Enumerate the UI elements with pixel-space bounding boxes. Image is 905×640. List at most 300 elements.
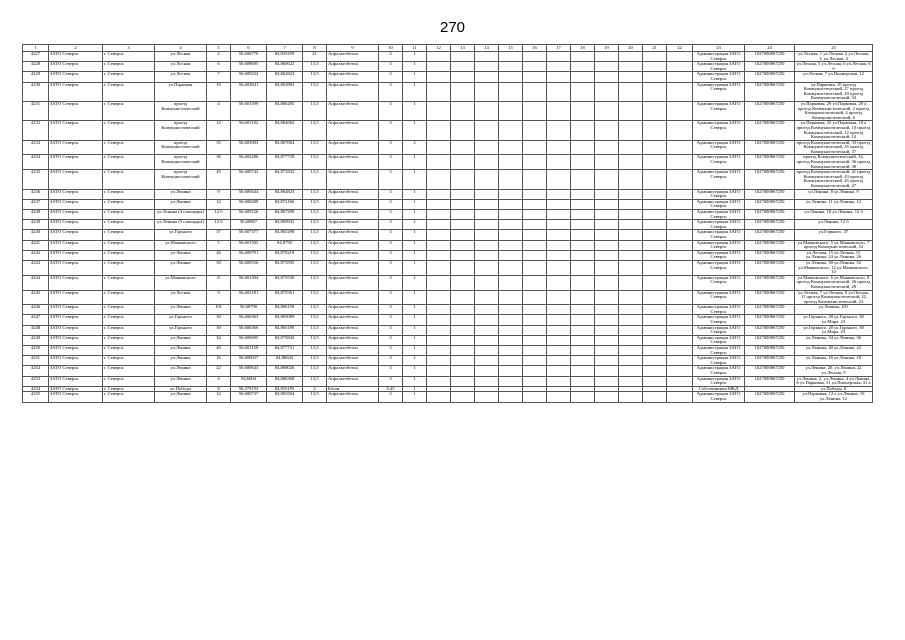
empty-cell [619, 335, 643, 345]
empty-cell [427, 315, 451, 325]
cell-addr: ул.Лесная, 15 ул.Лесная, 15 ул.Ленина, 24 ул.Ленина, 26 [795, 250, 873, 260]
empty-cell [523, 82, 547, 101]
empty-cell [451, 62, 475, 72]
empty-cell [451, 52, 475, 62]
cell-n1: 3 [379, 356, 403, 366]
cell-ogrn: 1027000867250 [745, 250, 795, 260]
cell-city: г. Северск [103, 121, 155, 140]
empty-cell [475, 305, 499, 315]
empty-cell [499, 366, 523, 376]
cell-mun: ЗАТО Северск [49, 346, 103, 356]
empty-cell [547, 52, 571, 62]
empty-cell [619, 189, 643, 199]
cell-addr: ул.Ленина, 16 ул.Ленина, 18 [795, 356, 873, 366]
cell-lat: 56,602841 [231, 82, 267, 101]
cell-mun: ЗАТО Северск [49, 155, 103, 170]
cell-id: 4242 [23, 250, 49, 260]
cell-mun: ЗАТО Северск [49, 62, 103, 72]
cell-city: г. Северск [103, 335, 155, 345]
empty-cell [619, 305, 643, 315]
table-row [23, 170, 873, 189]
cell-mun: ЗАТО Северск [49, 386, 103, 392]
cell-lat: 56,600643 [231, 366, 267, 376]
cell-ogrn: 1027000867250 [745, 290, 795, 305]
empty-cell [427, 346, 451, 356]
cell-cover: Асфальтобетон [327, 366, 379, 376]
empty-cell [451, 220, 475, 230]
cell-n1: 3 [379, 376, 403, 386]
cell-street: ул.Победы [155, 386, 207, 392]
cell-street: ул.Ленина [155, 199, 207, 209]
cell-cover: Асфальтобетон [327, 155, 379, 170]
empty-cell [667, 275, 693, 290]
empty-cell [475, 199, 499, 209]
table-row [23, 376, 873, 386]
cell-cover: Бетон [327, 386, 379, 392]
cell-n2: 2 [403, 140, 427, 155]
cell-addr: ул.Маяковского, 6 ул.Маяковского, 8 проезд Коммунистический, 26 проезд Коммунистический, 28 [795, 275, 873, 290]
cell-lat: 56,609126 [231, 210, 267, 220]
cell-owner: Администрация ЗАТО Северск [693, 82, 745, 101]
empty-cell [643, 392, 667, 402]
cell-lon: 84,877731 [267, 346, 303, 356]
empty-cell [523, 260, 547, 275]
empty-cell [595, 155, 619, 170]
cell-ogrn: 1027000867250 [745, 210, 795, 220]
empty-cell [499, 82, 523, 101]
empty-cell [667, 260, 693, 275]
empty-cell [667, 366, 693, 376]
cell-lon: 84,868026 [267, 366, 303, 376]
empty-cell [595, 101, 619, 120]
column-header: 6 [231, 45, 267, 52]
table-row [23, 72, 873, 82]
cell-lat: 56,601102 [231, 121, 267, 140]
empty-cell [571, 392, 595, 402]
cell-owner: Администрация ЗАТО Северск [693, 376, 745, 386]
empty-cell [643, 170, 667, 189]
cell-n2: 1 [403, 52, 427, 62]
empty-cell [427, 121, 451, 140]
empty-cell [475, 230, 499, 240]
cell-lon: 84,835195 [267, 386, 303, 392]
cell-mun: ЗАТО Северск [49, 240, 103, 250]
cell-street: ул.Горького [155, 325, 207, 335]
empty-cell [427, 82, 451, 101]
empty-cell [499, 290, 523, 305]
column-header: 21 [643, 45, 667, 52]
empty-cell [523, 392, 547, 402]
cell-mun: ЗАТО Северск [49, 220, 103, 230]
empty-cell [643, 315, 667, 325]
cell-n1: 3 [379, 121, 403, 140]
cell-mun: ЗАТО Северск [49, 335, 103, 345]
cell-mun: ЗАТО Северск [49, 189, 103, 199]
cell-street: ул.Парковая [155, 82, 207, 101]
cell-mun: ЗАТО Северск [49, 290, 103, 305]
cell-id: 4249 [23, 335, 49, 345]
cell-city: г. Северск [103, 155, 155, 170]
empty-cell [619, 170, 643, 189]
cell-lon: 84,875843 [267, 335, 303, 345]
cell-owner: Администрация ЗАТО Северск [693, 366, 745, 376]
empty-cell [547, 275, 571, 290]
empty-cell [475, 62, 499, 72]
empty-cell [547, 210, 571, 220]
cell-cover: Асфальтобетон [327, 170, 379, 189]
empty-cell [571, 155, 595, 170]
column-header: 20 [619, 45, 643, 52]
empty-cell [451, 315, 475, 325]
cell-lon: 84,864823 [267, 189, 303, 199]
empty-cell [619, 62, 643, 72]
cell-area: 13,5 [303, 220, 327, 230]
empty-cell [523, 199, 547, 209]
cell-id: 4253 [23, 376, 49, 386]
empty-cell [499, 230, 523, 240]
cell-ogrn: 1027000867250 [745, 62, 795, 72]
cell-area: 13,5 [303, 72, 327, 82]
cell-ogrn: 1027000867250 [745, 82, 795, 101]
empty-cell [451, 155, 475, 170]
cell-city: г. Северск [103, 290, 155, 305]
cell-lat: 56,6004 [231, 376, 267, 386]
empty-cell [523, 335, 547, 345]
cell-cover: Асфальтобетон [327, 376, 379, 386]
cell-cover: Асфальтобетон [327, 82, 379, 101]
cell-addr: ул.Ленина, 8 ул.Ленина, 9 [795, 189, 873, 199]
cell-cover: Асфальтобетон [327, 199, 379, 209]
cell-cover: Асфальтобетон [327, 260, 379, 275]
empty-cell [667, 140, 693, 155]
cell-id: 4243 [23, 260, 49, 275]
empty-cell [475, 346, 499, 356]
cell-lat: 56,608695 [231, 62, 267, 72]
cell-mun: ЗАТО Северск [49, 315, 103, 325]
column-header: 8 [303, 45, 327, 52]
cell-n1: 3 [379, 275, 403, 290]
empty-cell [595, 346, 619, 356]
cell-house: 10 [207, 82, 231, 101]
table-row [23, 155, 873, 170]
empty-cell [571, 82, 595, 101]
cell-addr: проезд Коммунистический, 33 проезд Коммунистический, 35 проезд Коммунистический, 37 [795, 140, 873, 155]
empty-cell [643, 335, 667, 345]
column-header: 2 [49, 45, 103, 52]
cell-area: 13,5 [303, 335, 327, 345]
cell-ogrn: 1027000867250 [745, 101, 795, 120]
cell-id: 4229 [23, 72, 49, 82]
table-row [23, 62, 873, 72]
cell-owner: Администрация ЗАТО Северск [693, 335, 745, 345]
cell-n1: 3 [379, 230, 403, 240]
cell-house: 4 [207, 101, 231, 120]
cell-house: 34 [207, 335, 231, 345]
table-row [23, 210, 873, 220]
cell-street: проезд Коммунистический [155, 170, 207, 189]
cell-n2: 1 [403, 386, 427, 392]
empty-cell [643, 189, 667, 199]
cell-ogrn: 1027000867250 [745, 392, 795, 402]
empty-cell [475, 325, 499, 335]
cell-area: 13,5 [303, 189, 327, 199]
cell-addr: ул.Маяковского, 5 ул.Маяковского, 7 проезд Коммунистический, 52 [795, 240, 873, 250]
column-header: 3 [103, 45, 155, 52]
column-header: 4 [155, 45, 207, 52]
cell-ogrn: 1027000867250 [745, 121, 795, 140]
empty-cell [571, 346, 595, 356]
empty-cell [523, 275, 547, 290]
cell-lon: 84,86643 [267, 356, 303, 366]
cell-owner: Администрация ЗАТО Северск [693, 230, 745, 240]
cell-lon: 84,866368 [267, 376, 303, 386]
empty-cell [571, 240, 595, 250]
cell-id: 4248 [23, 325, 49, 335]
cell-area: 13,5 [303, 392, 327, 402]
cell-cover: Асфальтобетон [327, 240, 379, 250]
column-header: 16 [523, 45, 547, 52]
cell-lat: 56,602181 [231, 290, 267, 305]
empty-cell [571, 220, 595, 230]
empty-cell [427, 140, 451, 155]
empty-cell [571, 199, 595, 209]
cell-lon: 84,835459 [267, 52, 303, 62]
empty-cell [475, 392, 499, 402]
cell-street: ул.Ленина [155, 366, 207, 376]
cell-addr: ул.Победы, 8 [795, 386, 873, 392]
cell-mun: ЗАТО Северск [49, 140, 103, 155]
empty-cell [427, 240, 451, 250]
cell-city: г. Северск [103, 210, 155, 220]
empty-cell [451, 325, 475, 335]
empty-cell [499, 250, 523, 260]
empty-cell [643, 240, 667, 250]
empty-cell [523, 346, 547, 356]
cell-house: 8 [207, 386, 231, 392]
cell-ogrn: 1027000867250 [745, 52, 795, 62]
empty-cell [499, 210, 523, 220]
cell-addr: ул.Парковая, 10 проезд Коммунистический, 27 проезд Коммунистический, 29 проезд Коммунистический, 34 [795, 82, 873, 101]
cell-lat: 56,606770 [231, 52, 267, 62]
empty-cell [547, 155, 571, 170]
empty-cell [451, 305, 475, 315]
empty-cell [475, 250, 499, 260]
cell-owner: Администрация ЗАТО Северск [693, 240, 745, 250]
cell-city: г. Северск [103, 325, 155, 335]
empty-cell [571, 52, 595, 62]
cell-city: г. Северск [103, 315, 155, 325]
cell-street: ул.Ленина (5 площадка) [155, 220, 207, 230]
empty-cell [619, 72, 643, 82]
empty-cell [547, 82, 571, 101]
cell-ogrn: 1027000867250 [745, 366, 795, 376]
empty-cell [667, 199, 693, 209]
cell-lat: 56,600737 [231, 392, 267, 402]
cell-area: 21 [303, 52, 327, 62]
cell-owner: Администрация ЗАТО Северск [693, 250, 745, 260]
cell-n2: 1 [403, 62, 427, 72]
empty-cell [595, 290, 619, 305]
empty-cell [451, 101, 475, 120]
empty-cell [475, 140, 499, 155]
cell-lat: 56,600037 [231, 356, 267, 366]
cell-ogrn: 1027000867250 [745, 189, 795, 199]
cell-ogrn: 1027000867250 [745, 170, 795, 189]
cell-lat: 56,606363 [231, 315, 267, 325]
column-header: 23 [693, 45, 745, 52]
table-row [23, 140, 873, 155]
table-row [23, 392, 873, 402]
cell-cover: Асфальтобетон [327, 275, 379, 290]
cell-city: г. Северск [103, 275, 155, 290]
cell-area: 13,5 [303, 101, 327, 120]
cell-addr: ул.Ленина, 101 [795, 305, 873, 315]
empty-cell [523, 52, 547, 62]
empty-cell [547, 101, 571, 120]
cell-area: 13,5 [303, 356, 327, 366]
cell-ogrn: 1027000867250 [745, 346, 795, 356]
column-header: 15 [499, 45, 523, 52]
cell-mun: ЗАТО Северск [49, 82, 103, 101]
cell-house: 12 б [207, 220, 231, 230]
cell-id: 4247 [23, 315, 49, 325]
cell-id: 4250 [23, 346, 49, 356]
empty-cell [499, 376, 523, 386]
cell-house: 30 [207, 325, 231, 335]
cell-city: г. Северск [103, 220, 155, 230]
empty-cell [451, 140, 475, 155]
cell-ogrn: 1027000867250 [745, 275, 795, 290]
empty-cell [499, 240, 523, 250]
empty-cell [547, 250, 571, 260]
empty-cell [667, 305, 693, 315]
empty-cell [427, 335, 451, 345]
cell-house: 7 [207, 72, 231, 82]
column-header: 17 [547, 45, 571, 52]
empty-cell [619, 82, 643, 101]
empty-cell [499, 101, 523, 120]
column-header: 19 [595, 45, 619, 52]
column-header: 5 [207, 45, 231, 52]
empty-cell [475, 290, 499, 305]
empty-cell [595, 189, 619, 199]
cell-city: г. Северск [103, 376, 155, 386]
cell-n2: 1 [403, 275, 427, 290]
cell-lat: 56,601599 [231, 101, 267, 120]
cell-n2: 1 [403, 366, 427, 376]
cell-cover: Асфальтобетон [327, 72, 379, 82]
empty-cell [667, 250, 693, 260]
empty-cell [499, 220, 523, 230]
cell-n2: 1 [403, 346, 427, 356]
empty-cell [547, 140, 571, 155]
empty-cell [547, 346, 571, 356]
cell-street: ул.Маяковского [155, 240, 207, 250]
cell-n1: 3 [379, 315, 403, 325]
cell-n2: 1 [403, 170, 427, 189]
cell-owner: Администрация ЗАТО Северск [693, 210, 745, 220]
cell-house: 12 б [207, 210, 231, 220]
empty-cell [619, 210, 643, 220]
table-row [23, 275, 873, 290]
cell-cover: Асфальтобетон [327, 325, 379, 335]
cell-id: 4241 [23, 240, 49, 250]
cell-city: г. Северск [103, 366, 155, 376]
cell-n2: 1 [403, 356, 427, 366]
cell-n1: 3 [379, 189, 403, 199]
cell-mun: ЗАТО Северск [49, 366, 103, 376]
empty-cell [523, 250, 547, 260]
cell-cover: Асфальтобетон [327, 121, 379, 140]
empty-cell [499, 62, 523, 72]
cell-n2: 1 [403, 121, 427, 140]
cell-mun: ЗАТО Северск [49, 101, 103, 120]
header-row [23, 45, 873, 52]
cell-city: г. Северск [103, 199, 155, 209]
cell-lat: 56,601304 [231, 275, 267, 290]
empty-cell [427, 250, 451, 260]
empty-cell [499, 72, 523, 82]
cell-house: 35 [207, 140, 231, 155]
empty-cell [571, 121, 595, 140]
empty-cell [571, 230, 595, 240]
empty-cell [595, 220, 619, 230]
cell-lon: 84,860622 [267, 62, 303, 72]
cell-area: 13,5 [303, 346, 327, 356]
cell-lon: 84,866285 [267, 101, 303, 120]
empty-cell [523, 155, 547, 170]
empty-cell [667, 210, 693, 220]
cell-lat: 56,600742 [231, 170, 267, 189]
cell-cover: Асфальтобетон [327, 290, 379, 305]
empty-cell [523, 72, 547, 82]
empty-cell [475, 210, 499, 220]
empty-cell [451, 210, 475, 220]
cell-lon: 84,866158 [267, 305, 303, 315]
empty-cell [667, 335, 693, 345]
cell-city: г. Северск [103, 140, 155, 155]
empty-cell [643, 101, 667, 120]
cell-lat: 56,601505 [231, 240, 267, 250]
cell-ogrn: 1027000867250 [745, 230, 795, 240]
cell-n2: 1 [403, 210, 427, 220]
cell-street: ул.Лесная [155, 72, 207, 82]
cell-street: ул.Ленина [155, 335, 207, 345]
empty-cell [667, 325, 693, 335]
cell-cover: Асфальтобетон [327, 356, 379, 366]
cell-mun: ЗАТО Северск [49, 210, 103, 220]
cell-street: проезд Коммунистический [155, 140, 207, 155]
empty-cell [667, 356, 693, 366]
empty-cell [595, 392, 619, 402]
cell-ogrn: 1027000867250 [745, 240, 795, 250]
cell-lat: 56,601159 [231, 346, 267, 356]
cell-mun: ЗАТО Северск [49, 356, 103, 366]
empty-cell [667, 346, 693, 356]
cell-cover: Асфальтобетон [327, 189, 379, 199]
empty-cell [619, 392, 643, 402]
cell-area: 13,5 [303, 250, 327, 260]
empty-cell [571, 290, 595, 305]
empty-cell [523, 290, 547, 305]
empty-cell [547, 240, 571, 250]
cell-lon: 84,864682 [267, 121, 303, 140]
empty-cell [619, 356, 643, 366]
cell-mun: ЗАТО Северск [49, 250, 103, 260]
cell-n2: 1 [403, 376, 427, 386]
cell-area: 2 [303, 386, 327, 392]
cell-owner: Администрация ЗАТО Северск [693, 62, 745, 72]
